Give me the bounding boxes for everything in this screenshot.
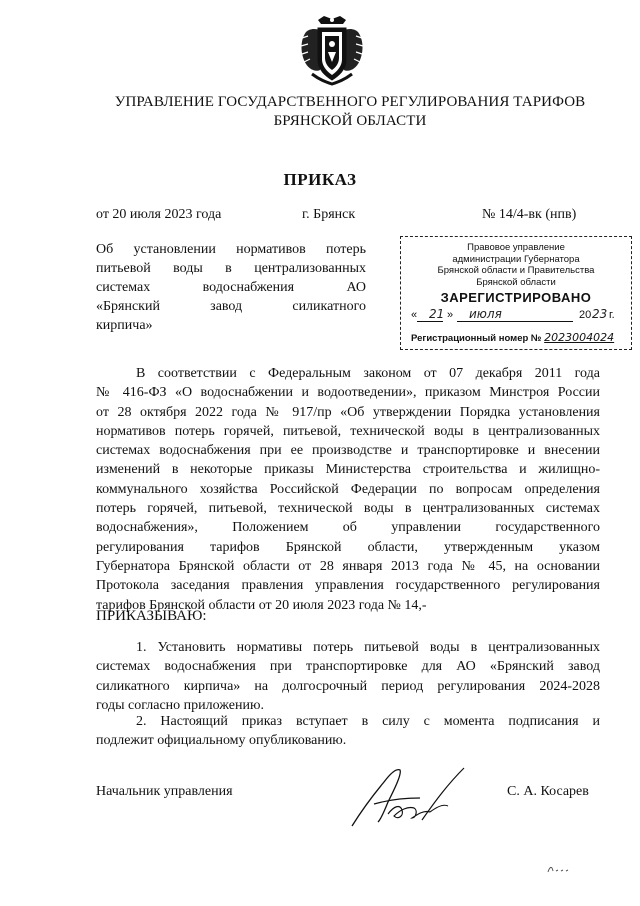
stamp-day: 21 [429, 307, 445, 321]
stamp-registered: ЗАРЕГИСТРИРОВАНО [440, 290, 592, 305]
scan-mark-icon [546, 862, 570, 876]
subject-line: питьевой воды в централизованных [96, 261, 366, 276]
preamble-line: Протокола заседания правления управления государственного регулирования [96, 578, 600, 594]
preamble-line: коммунального хозяйства Российской Федерации по вопросам определения [96, 481, 600, 497]
order-item-2 [96, 712, 600, 751]
stamp-line: Правовое управление [467, 242, 565, 253]
signatory-position: Начальник управления [96, 784, 233, 799]
subject-line: системах водоснабжения АО [96, 280, 366, 295]
document-date: от 20 июля 2023 года [96, 207, 222, 222]
subject-line: «Брянский завод силикатного [96, 299, 366, 314]
coat-of-arms-icon [298, 14, 366, 88]
order-item-1 [96, 638, 600, 715]
preamble-line: от 28 октября 2022 года № 917/пр «Об утверждении Порядка установления [96, 404, 600, 420]
registration-stamp [400, 236, 632, 350]
item-line: системах водоснабжения при транспортировке для АО «Брянский завод [96, 659, 600, 675]
subject-line: кирпича» [96, 318, 153, 333]
item-line: силикатного кирпича» на долгосрочный период регулирования 2024-2028 [96, 678, 600, 694]
organization-name-line1: УПРАВЛЕНИЕ ГОСУДАРСТВЕННОГО РЕГУЛИРОВАНИЯ ТАРИФОВ [114, 94, 586, 110]
stamp-date: « 21 » июля 20 23 г. [411, 307, 615, 321]
item-line: 2. Настоящий приказ вступает в силу с момента подписания и [136, 714, 600, 729]
item-line: подлежит официальному опубликованию. [96, 733, 347, 749]
item-line: 1. Установить нормативы потерь питьевой воды в централизованных [136, 640, 600, 655]
preamble-line: нормативов потерь горячей, питьевой, технической воды в централизованных [96, 423, 600, 439]
preamble-line: изменений в некоторые приказы Министерства строительства и жилищно- [96, 462, 600, 478]
item-line: годы согласно приложению. [96, 697, 264, 713]
document-title: ПРИКАЗ [283, 170, 357, 189]
preamble-line: регулирования тарифов Брянской области, утвержденным указом [96, 539, 600, 555]
handwritten-signature [344, 760, 474, 832]
document-subject [96, 240, 366, 335]
preamble-line: Губернатора Брянской области от 28 января 2013 года № 45, на основании [96, 558, 600, 574]
stamp-line: Брянской области и Правительства [437, 265, 595, 276]
preamble-line: тарифов Брянской области от 20 июля 2023 года № 14,- [96, 597, 427, 613]
document-number: № 14/4-вк (нпв) [482, 207, 577, 222]
signatory-name: С. А. Косарев [507, 784, 589, 799]
preamble-paragraph [96, 364, 600, 615]
organization-name-line2: БРЯНСКОЙ ОБЛАСТИ [273, 113, 427, 129]
preamble-line: № 416-ФЗ «О водоснабжении и водоотведении», приказом Минстроя России [96, 385, 600, 401]
stamp-registration-number [411, 331, 627, 344]
stamp-year-suffix: 23 [592, 307, 608, 321]
preamble-line: системах водоснабжения при ее производстве и транспортировке и внесении [96, 443, 600, 459]
stamp-reg-label: Регистрационный номер № [411, 333, 542, 344]
stamp-line: администрации Губернатора [452, 253, 580, 265]
document-city: г. Брянск [302, 207, 356, 222]
stamp-month: июля [469, 307, 502, 321]
preamble-line: В соответствии с Федеральным законом от 07 декабря 2011 года [136, 366, 600, 381]
stamp-year-end: г. [609, 309, 615, 321]
preamble-line: водоснабжения», Положением об управлении государственного [96, 520, 600, 536]
order-word: ПРИКАЗЫВАЮ: [96, 608, 207, 624]
stamp-reg-number: 2023004024 [544, 331, 615, 344]
stamp-line: Брянской области [476, 276, 556, 288]
stamp-year-prefix: 20 [579, 309, 592, 321]
preamble-line: потерь горячей, питьевой, технической воды в централизованных системах [96, 501, 600, 517]
subject-line: Об установлении нормативов потерь [96, 242, 366, 257]
